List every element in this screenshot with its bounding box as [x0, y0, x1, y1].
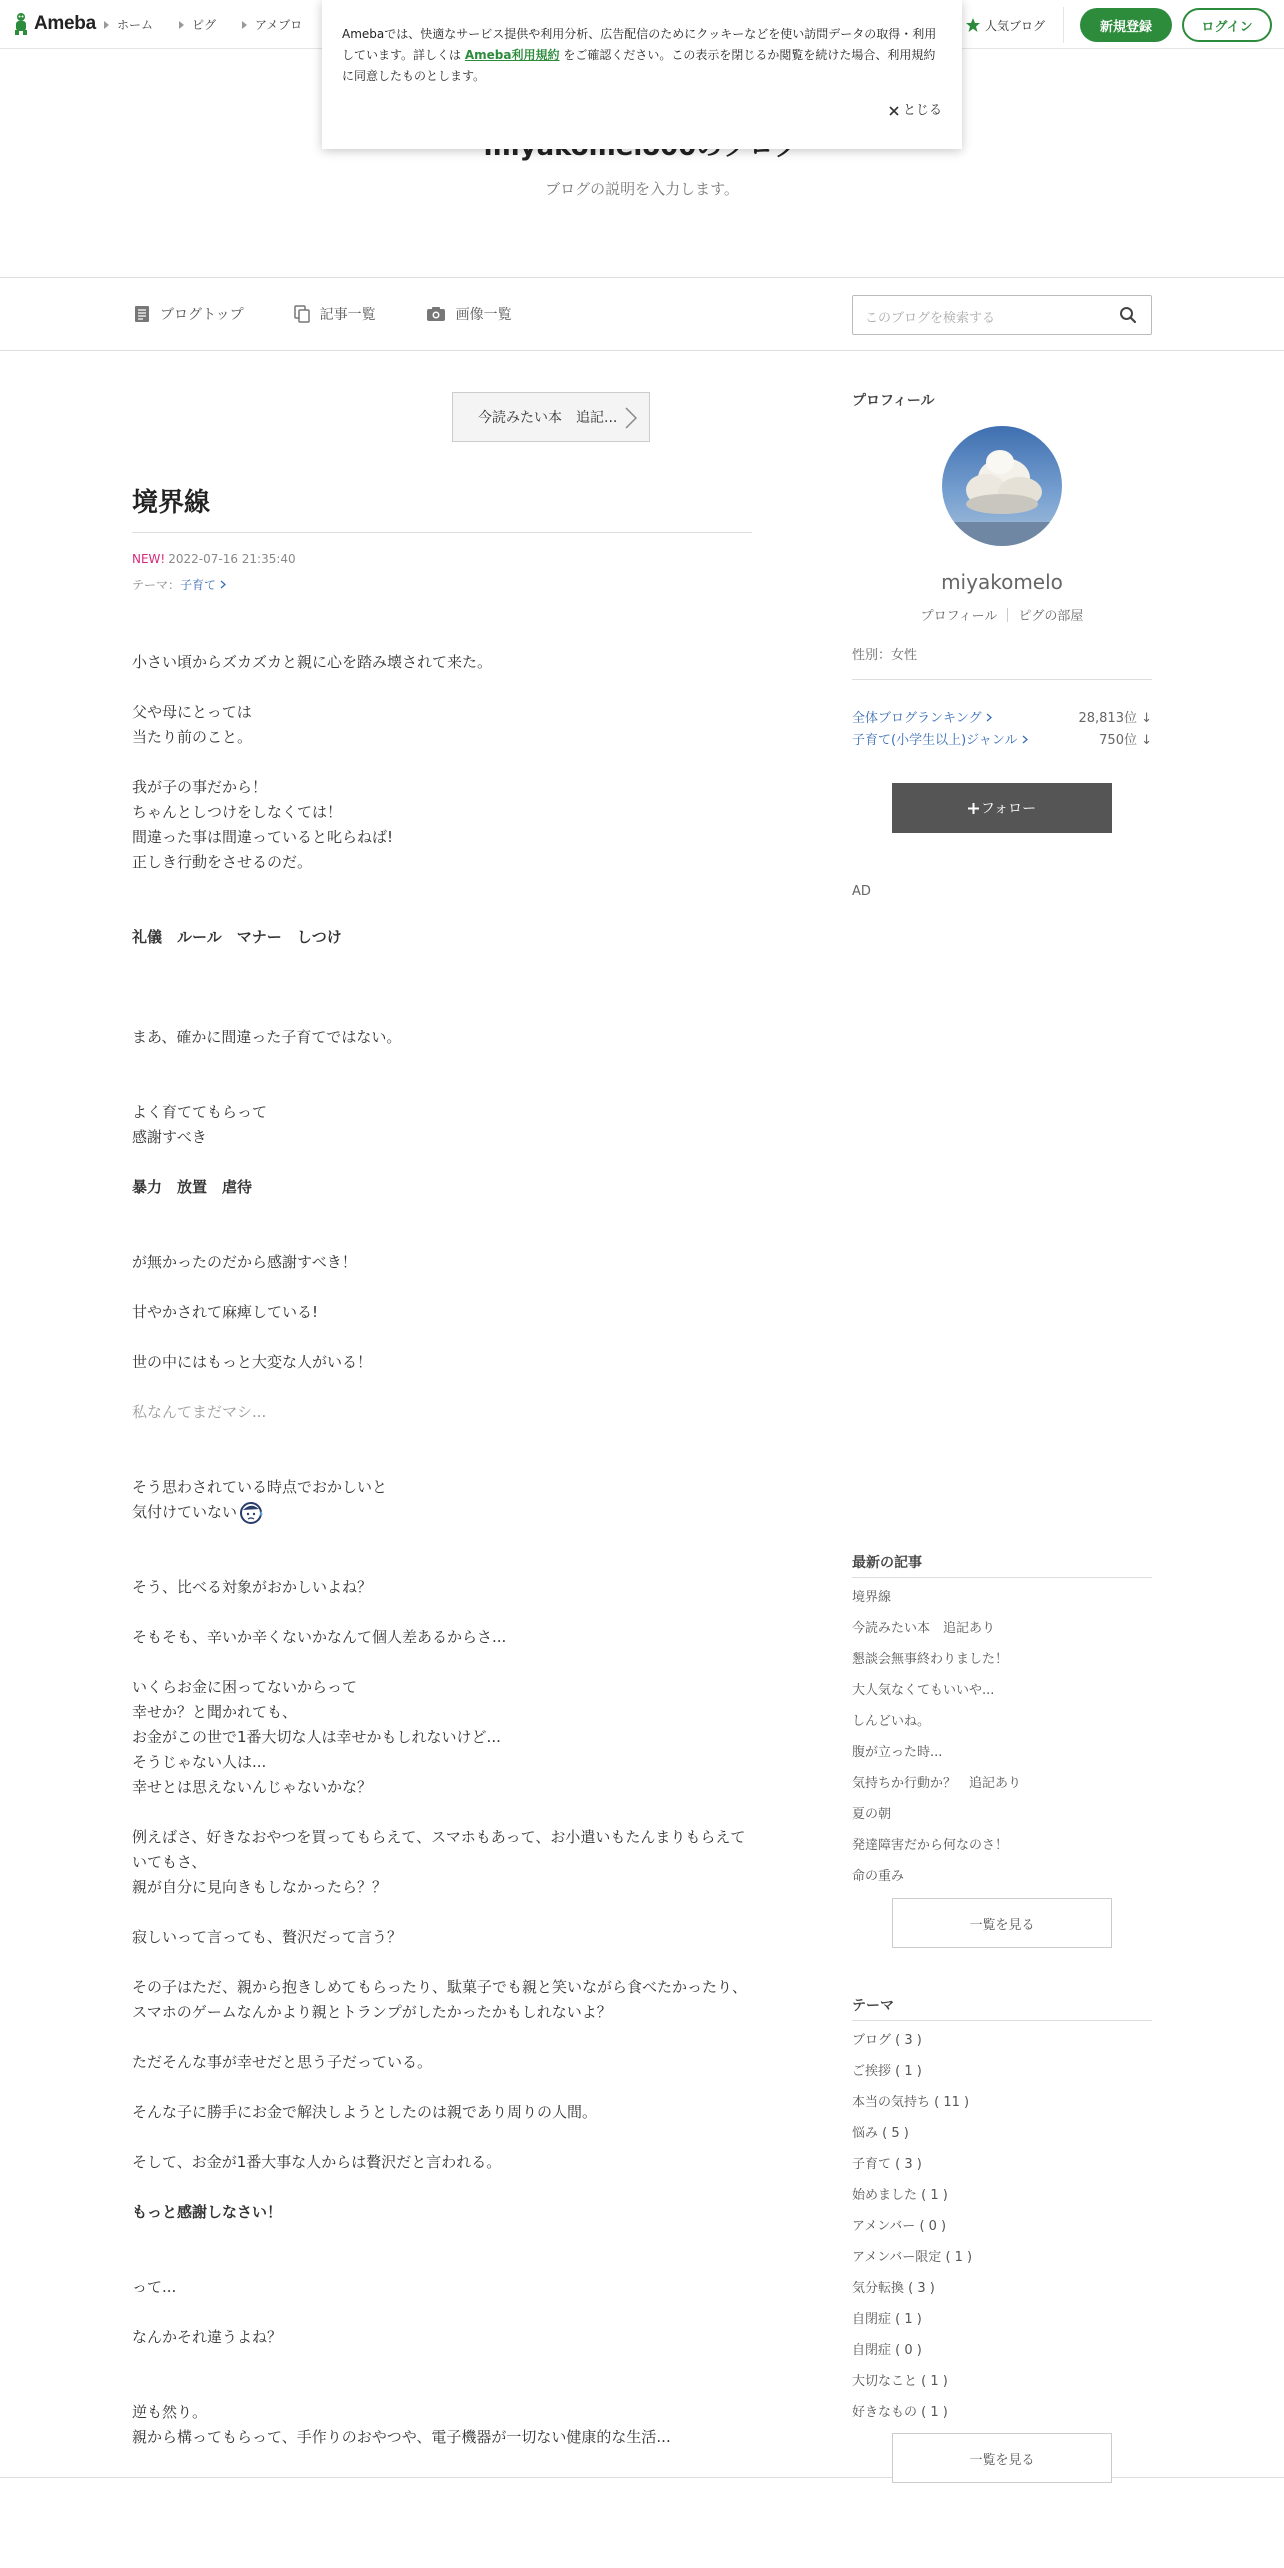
- article-line: 幸せとは思えないんじゃないかな？: [132, 1778, 373, 1796]
- register-button[interactable]: 新規登録: [1080, 8, 1172, 42]
- article-line: 幸せか？と聞かれても、: [132, 1703, 298, 1721]
- article-paragraph: [132, 1300, 757, 1325]
- article-line: 正しき行動をさせるのだ。: [132, 853, 313, 871]
- article-paragraph: [132, 1175, 757, 1200]
- theme-link[interactable]: 好きなもの ( 1 ): [852, 2405, 948, 2420]
- theme-link[interactable]: 本当の気持ち ( 11 ): [852, 2095, 970, 2110]
- ranking-genre-value: 750位 ↓: [1099, 733, 1152, 748]
- article-paragraph: [132, 1625, 757, 1650]
- nav-image-list[interactable]: [426, 304, 512, 324]
- article-paragraph: [132, 2150, 757, 2175]
- article-paragraph: [132, 2325, 757, 2350]
- article-line: よく育ててもらって: [132, 1103, 268, 1121]
- article-line: 寂しいって言っても、贅沢だって言う？: [132, 1928, 403, 1946]
- recent-entry-link[interactable]: 夏の朝: [852, 1807, 892, 1822]
- article-paragraph: [132, 2200, 757, 2225]
- recent-entry-link[interactable]: 今読みたい本 追記あり: [852, 1621, 996, 1636]
- profile-avatar[interactable]: [942, 426, 1062, 546]
- nav-ameblo[interactable]: [242, 16, 302, 33]
- article-line: その子はただ、親から抱きしめてもらったり、駄菓子でも親と笑いながら食べたかったり、スマホのゲームなんかより親とトランプがしたかったかもしれないよ？: [132, 1978, 748, 2021]
- ranking-overall-value: 28,813位 ↓: [1078, 711, 1152, 726]
- cookie-close-button[interactable]: [889, 100, 942, 121]
- cookie-close-label: とじる: [902, 103, 942, 118]
- recent-divider: [852, 1577, 1152, 1578]
- article-paragraph: [132, 1350, 757, 1375]
- caret-right-icon: [242, 21, 247, 29]
- nav-entry-list-label: 記事一覧: [319, 307, 376, 323]
- article-line: 私なんてまだマシ...: [132, 1403, 267, 1421]
- article-paragraph: [132, 1825, 757, 1900]
- recent-entry-link[interactable]: 気持ちか行動か？ 追記あり: [852, 1776, 1022, 1791]
- ranking-overall-label: 全体ブログランキング: [852, 711, 982, 726]
- theme-link[interactable]: 始めました ( 1 ): [852, 2188, 948, 2203]
- title-divider: [132, 532, 752, 533]
- recent-entry-link[interactable]: しんどいね。: [852, 1714, 931, 1729]
- theme-heading: テーマ: [852, 1998, 894, 2014]
- theme-link[interactable]: 大切なこと ( 1 ): [852, 2374, 948, 2389]
- article-paragraph: [132, 1025, 757, 1050]
- article-line: 我が子の事だから！: [132, 778, 268, 796]
- article-line: そんな子に勝手にお金で解決しようとしたのは親であり周りの人間。: [132, 2103, 598, 2121]
- article-date-line: [132, 552, 296, 566]
- theme-link[interactable]: アメンバー限定 ( 1 ): [852, 2250, 973, 2265]
- plus-icon: [968, 803, 979, 814]
- star-icon: [965, 17, 981, 33]
- article-line: いくらお金に困ってないからって: [132, 1678, 358, 1696]
- profile-links: [852, 605, 1152, 624]
- article-line: もっと感謝しなさい！: [132, 2203, 283, 2221]
- pigg-room-link[interactable]: ピグの部屋: [1018, 609, 1084, 624]
- article-paragraph: [132, 2050, 757, 2075]
- header-actions: [965, 7, 1272, 43]
- caret-right-icon: [179, 21, 184, 29]
- article-title: 境界線: [132, 488, 211, 518]
- ameba-mascot-icon: [12, 12, 30, 36]
- recent-entry-link[interactable]: 命の重み: [852, 1869, 905, 1884]
- article-paragraph: [132, 1925, 757, 1950]
- logo-text: Ameba: [34, 13, 96, 34]
- article-paragraph: [132, 700, 757, 750]
- article-paragraph: [132, 2100, 757, 2125]
- profile-gender: 性別：女性: [852, 648, 918, 663]
- popular-blogs-label: 人気ブログ: [984, 18, 1045, 33]
- ameba-logo[interactable]: [12, 12, 96, 36]
- article-line: 親が自分に見向きもしなかったら？？: [132, 1878, 388, 1896]
- theme-link[interactable]: 自閉症 ( 0 ): [852, 2343, 922, 2358]
- cloud-sky-avatar-image: [942, 426, 1062, 546]
- article-paragraph: [132, 650, 757, 675]
- global-nav: [104, 16, 302, 33]
- close-icon: [889, 106, 899, 116]
- article-line: 甘やかされて麻痺している!: [132, 1303, 319, 1321]
- chevron-right-icon: [220, 580, 226, 589]
- terms-link[interactable]: Ameba利用規約: [464, 48, 560, 62]
- article-line: そう、比べる対象がおかしいよね？: [132, 1578, 373, 1596]
- nav-home-label: ホーム: [117, 18, 154, 32]
- popular-blogs-link[interactable]: [965, 17, 1045, 34]
- ranking-genre-label: 子育て(小学生以上)ジャンル: [852, 733, 1018, 748]
- profile-name[interactable]: miyakomelo: [941, 570, 1063, 594]
- cookie-text-after: をご確認ください。この表示を閉じるか閲覧を続けた場合、利用規約に同意したものとします。: [342, 48, 936, 83]
- article-line: 例えばさ、好きなおやつを買ってもらえて、スマホもあって、お小遣いもたんまりもらえていてもさ、: [132, 1828, 746, 1871]
- article-paragraph: [132, 1100, 757, 1150]
- ranking-genre-link[interactable]: [852, 729, 1028, 748]
- profile-link[interactable]: プロフィール: [920, 609, 998, 624]
- theme-link-label: 子育て: [180, 578, 217, 592]
- theme-link[interactable]: 子育て ( 3 ): [852, 2157, 922, 2172]
- profile-heading: プロフィール: [852, 393, 935, 409]
- theme-link[interactable]: 自閉症 ( 1 ): [852, 2312, 922, 2327]
- article-paragraph: [132, 1575, 757, 1600]
- ranking-genre: [852, 729, 1152, 748]
- article-line: 暴力 放置 虐待: [132, 1178, 253, 1196]
- theme-link[interactable]: 悩み ( 5 ): [852, 2126, 909, 2141]
- theme-link[interactable]: 気分転換 ( 3 ): [852, 2281, 935, 2296]
- article-line: そうじゃない人は...: [132, 1753, 267, 1771]
- article-line: 気付けていない: [132, 1503, 238, 1521]
- article-paragraph: [132, 775, 757, 875]
- recent-entry-link[interactable]: 腹が立った時...: [852, 1745, 943, 1760]
- theme-link[interactable]: [180, 578, 226, 592]
- nav-pigg[interactable]: [179, 16, 216, 33]
- article-paragraph: [132, 925, 757, 950]
- recent-see-all-button[interactable]: 一覧を見る: [892, 1898, 1112, 1948]
- article-line: まあ、確かに間違った子育てではない。: [132, 1028, 402, 1046]
- article-paragraph: [132, 1400, 757, 1425]
- article-paragraph: [132, 1250, 757, 1275]
- article-line: ちゃんとしつけをしなくては！: [132, 803, 343, 821]
- document-icon: [134, 305, 150, 323]
- ad-label: AD: [852, 884, 871, 899]
- recent-entry-link[interactable]: 懇談会無事終わりました！: [852, 1652, 1009, 1667]
- article-line: 世の中にはもっと大変な人がいる！: [132, 1353, 373, 1371]
- article-line: 礼儀 ルール マナー しつけ: [132, 928, 342, 946]
- theme-divider: [852, 2020, 1152, 2021]
- blog-nav: [0, 277, 1284, 351]
- blog-description: ブログの説明を入力します。: [545, 180, 739, 198]
- article-paragraph: [132, 2400, 757, 2450]
- cookie-text-before: Amebaでは、快適なサービス提供や利用分析、広告配信のためにクッキーなどを使い訪問データの取得・利用しています。詳しくは: [342, 27, 937, 62]
- previous-entry-button[interactable]: [452, 392, 650, 442]
- article-line: なんかそれ違うよね？: [132, 2328, 283, 2346]
- article-line: 感謝すべき: [132, 1128, 207, 1146]
- search-icon[interactable]: [1119, 306, 1137, 324]
- profile-divider: [852, 679, 1152, 680]
- recent-entries-heading: 最新の記事: [852, 1555, 922, 1571]
- follow-button[interactable]: [892, 783, 1112, 833]
- login-button[interactable]: ログイン: [1182, 8, 1272, 42]
- article-paragraph: [132, 1675, 757, 1800]
- caret-right-icon: [104, 21, 109, 29]
- article-paragraph: [132, 1975, 757, 2025]
- recent-entry-link[interactable]: 境界線: [852, 1590, 892, 1605]
- nav-blog-top-label: ブログトップ: [160, 307, 244, 323]
- recent-entry-link[interactable]: 大人気なくてもいいや...: [852, 1683, 995, 1698]
- sweat-face-emoji-icon: [239, 1501, 265, 1525]
- theme-link[interactable]: ブログ ( 3 ): [852, 2033, 922, 2048]
- header-divider: [1063, 7, 1064, 43]
- theme-link[interactable]: アメンバー ( 0 ): [852, 2219, 947, 2234]
- article-paragraph: [132, 1475, 757, 1525]
- theme-see-all-button[interactable]: 一覧を見る: [892, 2433, 1112, 2483]
- article-line: 小さい頃からズカズカと親に心を踏み壊されて来た。: [132, 653, 493, 671]
- article-line: そう思わされている時点でおかしいと: [132, 1478, 388, 1496]
- article-line: って...: [132, 2278, 177, 2296]
- article-line: そして、お金が1番大事な人からは贅沢だと言われる。: [132, 2153, 502, 2171]
- ranking-overall-link[interactable]: [852, 707, 992, 726]
- nav-entry-list[interactable]: [294, 304, 376, 324]
- nav-pigg-label: ピグ: [192, 18, 217, 32]
- article-paragraph: [132, 2275, 757, 2300]
- nav-home[interactable]: [104, 16, 153, 33]
- nav-blog-top[interactable]: [134, 304, 244, 324]
- nav-ameblo-label: アメブロ: [255, 18, 303, 32]
- article-line: お金がこの世で1番大切な人は幸せかもしれないけど...: [132, 1728, 501, 1746]
- chevron-right-icon: [1022, 735, 1028, 744]
- chevron-right-icon: [986, 713, 992, 722]
- recent-entry-link[interactable]: 発達障害だから何なのさ！: [852, 1838, 1009, 1853]
- previous-entry-label: 今読みたい本 追記...: [478, 410, 618, 426]
- article-line: そもそも、辛いか辛くないかなんて個人差あるからさ...: [132, 1628, 507, 1646]
- article-theme-line: [132, 576, 226, 593]
- article-line: 父や母にとっては: [132, 703, 252, 721]
- copy-icon: [294, 305, 310, 323]
- camera-icon: [426, 306, 446, 322]
- theme-link[interactable]: ご挨拶 ( 1 ): [852, 2064, 922, 2079]
- follow-label: フォロー: [980, 801, 1037, 817]
- article-line: ただそんな事が幸せだと思う子だっている。: [132, 2053, 433, 2071]
- link-separator: [1007, 608, 1008, 622]
- article-line: 当たり前のこと。: [132, 728, 253, 746]
- article-date: 2022-07-16 21:35:40: [168, 552, 296, 566]
- chevron-right-icon: [625, 407, 637, 429]
- theme-label: テーマ：: [132, 578, 181, 592]
- article-line: 逆も然り。: [132, 2403, 208, 2421]
- search-placeholder: このブログを検索する: [865, 311, 996, 326]
- nav-image-list-label: 画像一覧: [455, 307, 512, 323]
- article-line: 親から構ってもらって、手作りのおやつや、電子機器が一切ない健康的な生活...: [132, 2428, 671, 2446]
- article-line: 間違った事は間違っていると叱らねば!: [132, 828, 394, 846]
- new-badge: NEW!: [132, 552, 166, 566]
- ranking-overall: [852, 707, 1152, 726]
- article-line: が無かったのだから感謝すべき！: [132, 1253, 357, 1271]
- cookie-notice: [322, 0, 962, 149]
- blog-search-input[interactable]: [852, 295, 1152, 335]
